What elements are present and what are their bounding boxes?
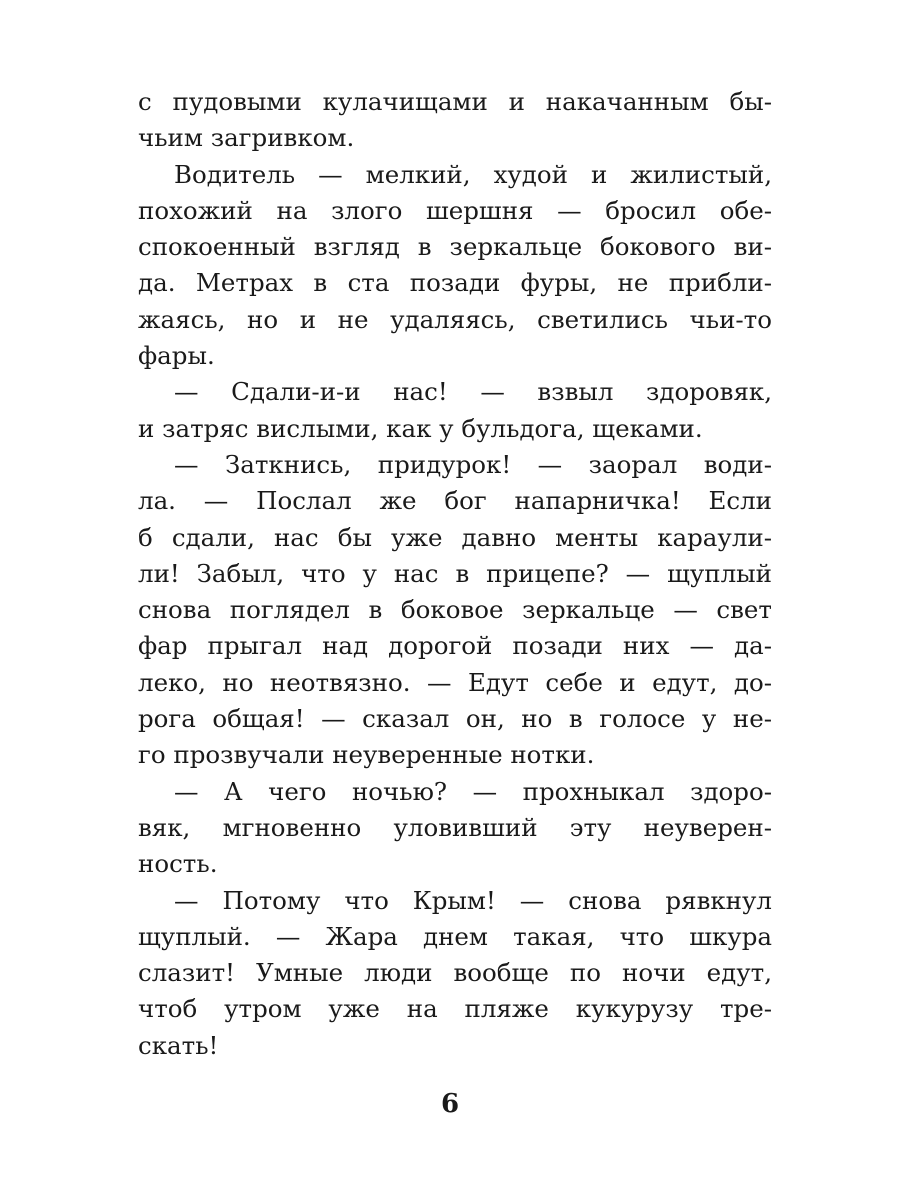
page-text (138, 84, 772, 1064)
text-line: — Заткнись, придурок! — заорал води- (174, 449, 772, 479)
text-line: фар прыгал над дорогой позади них — да- (138, 631, 772, 661)
text-line: щуплый. — Жара днем такая, что шкура (138, 921, 772, 951)
text-line: чьим загривком. (138, 123, 355, 153)
text-line: похожий на злого шершня — бросил обе- (138, 195, 772, 225)
text-line: и затряс вислыми, как у бульдога, щеками. (138, 413, 703, 443)
text-line: — Сдали-и-и нас! — взвыл здоровяк, (174, 377, 772, 407)
text-line: спокоенный взгляд в зеркальце бокового ви- (138, 232, 772, 262)
text-line: вяк, мгновенно уловивший эту неуверен- (138, 812, 772, 842)
text-line: фары. (138, 341, 215, 371)
text-line: слазит! Умные люди вообще по ночи едут, (138, 958, 772, 988)
text-line: леко, но неотвязно. — Едут себе и едут, до- (138, 667, 772, 697)
text-line: скать! (138, 1030, 219, 1060)
text-line: с пудовыми кулачищами и накачанным бы- (138, 87, 772, 116)
text-line: ли! Забыл, что у нас в прицепе? — щуплый (138, 558, 772, 588)
text-line: — А чего ночью? — прохныкал здоро- (174, 776, 772, 806)
text-line: ла. — Послал же бог напарничка! Если (138, 486, 772, 516)
text-line: ность. (138, 849, 218, 879)
text-line: жаясь, но и не удаляясь, светились чьи-то (138, 304, 772, 334)
text-line: — Потому что Крым! — снова рявкнул (174, 885, 772, 915)
text-line: снова поглядел в боковое зеркальце — свет (138, 595, 772, 625)
text-line: чтоб утром уже на пляже кукурузу тре- (138, 994, 772, 1024)
page-number: 6 (440, 1089, 460, 1119)
text-line: го прозвучали неуверенные нотки. (138, 740, 595, 770)
text-line: рога общая! — сказал он, но в голосе у не- (138, 704, 772, 734)
text-line: б сдали, нас бы уже давно менты караули- (138, 522, 772, 552)
text-line: Водитель — мелкий, худой и жилистый, (174, 159, 772, 189)
text-line: да. Метрах в ста позади фуры, не прибли- (138, 268, 772, 298)
